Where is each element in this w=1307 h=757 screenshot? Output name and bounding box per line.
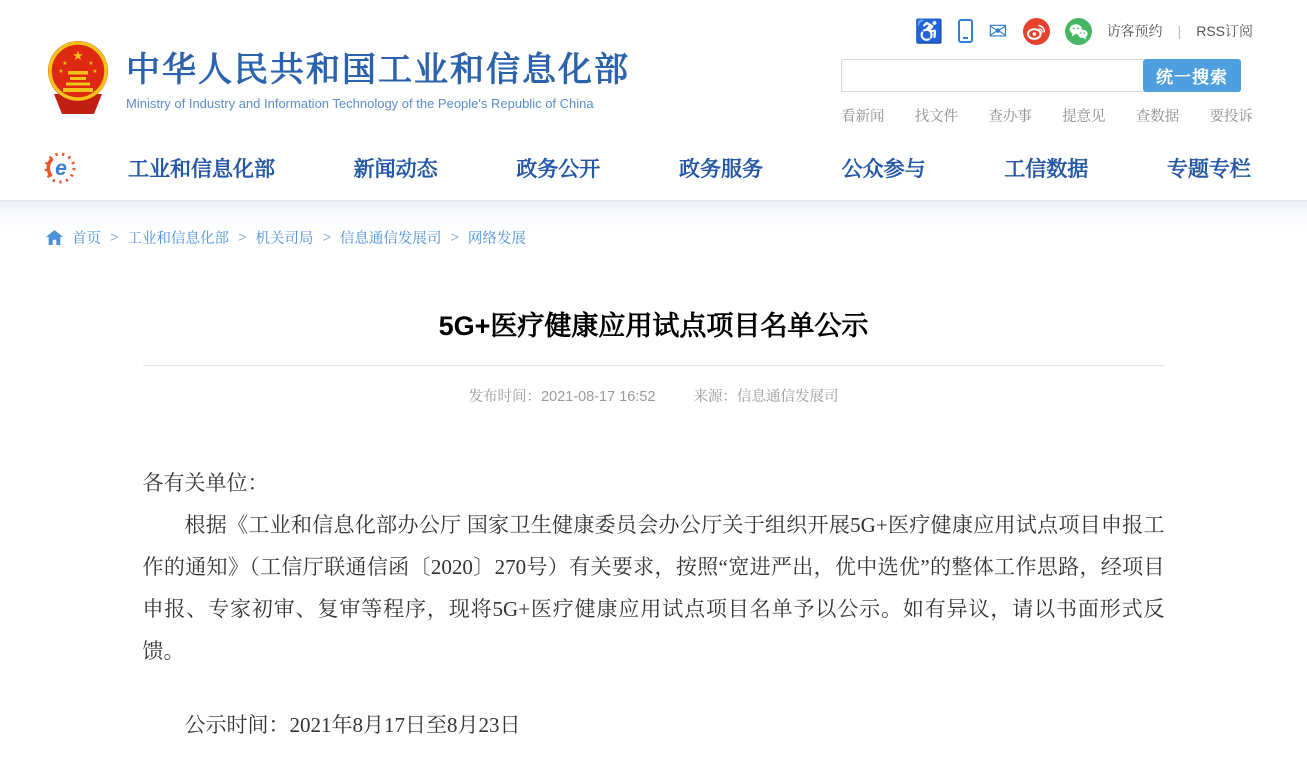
mobile-icon[interactable] <box>958 19 973 43</box>
breadcrumb-separator: > <box>450 229 459 246</box>
title-divider <box>143 365 1165 366</box>
quick-link-news[interactable]: 看新闻 <box>841 109 885 125</box>
home-icon[interactable] <box>46 230 63 245</box>
miit-e-logo-icon <box>42 150 78 186</box>
source-label: 来源： <box>693 389 737 405</box>
breadcrumb <box>0 200 1307 264</box>
quick-link-documents[interactable]: 找文件 <box>914 109 959 125</box>
quick-link-services[interactable]: 查办事 <box>988 109 1032 125</box>
site-subtitle: Ministry of Industry and Information Technology of the People's Republic of China <box>126 95 594 111</box>
unified-search-button[interactable]: 统一搜索 <box>1143 59 1241 92</box>
main-nav <box>0 136 1307 200</box>
quick-link-data[interactable]: 查数据 <box>1135 109 1180 125</box>
utility-bar <box>841 16 1253 46</box>
mail-icon[interactable]: ✉ <box>988 17 1008 44</box>
svg-text:★: ★ <box>62 61 68 67</box>
wechat-icon[interactable] <box>1065 18 1092 45</box>
site-logo[interactable] <box>46 38 630 114</box>
breadcrumb-separator: > <box>322 229 331 246</box>
nav-item-public-participation[interactable]: 公众参与 <box>841 158 926 181</box>
nav-item-special-topics[interactable]: 专题专栏 <box>1166 158 1251 181</box>
nav-item-miit[interactable]: 工业和信息化部 <box>128 158 275 181</box>
nav-item-news[interactable]: 新闻动态 <box>353 158 438 181</box>
visitor-reservation-link[interactable]: 访客预约 <box>1106 23 1163 39</box>
publish-time-label: 发布时间： <box>468 389 541 405</box>
breadcrumb-separator: > <box>237 229 247 246</box>
quick-link-feedback[interactable]: 提意见 <box>1062 109 1106 125</box>
body-paragraph: 根据《工业和信息化部办公厅 国家卫生健康委员会办公厅关于组织开展5G+医疗健康应用试点项目申报工作的通知》（工信厅联通信函〔2020〕270号）有关要求，按照“宽进严出，优中选优”的整体工作思路，经项目申报、专家初审、复审等程序，现将5G+医疗健康应用试点项目名单予以公示。如有异议，请以书面形式反馈。 <box>142 513 1165 663</box>
search-bar <box>841 59 1253 92</box>
source-value: 信息通信发展司 <box>737 389 839 405</box>
svg-text:★: ★ <box>58 69 64 75</box>
weibo-icon[interactable] <box>1023 18 1050 45</box>
rss-subscribe-link[interactable]: RSS订阅 <box>1196 23 1253 39</box>
breadcrumb-ict-development[interactable]: 信息通信发展司 <box>339 231 442 247</box>
breadcrumb-network-development[interactable]: 网络发展 <box>467 231 526 247</box>
site-title: 中华人民共和国工业和信息化部 <box>126 50 630 89</box>
svg-text:e: e <box>55 157 67 180</box>
quick-links <box>841 105 1253 126</box>
accessibility-icon[interactable]: ♿ <box>914 17 944 44</box>
article-body <box>143 462 1165 746</box>
quick-link-complaint[interactable]: 要投诉 <box>1209 109 1253 125</box>
svg-text:★: ★ <box>72 48 84 63</box>
nav-item-gov-services[interactable]: 政务服务 <box>678 158 763 181</box>
nav-item-miit-data[interactable]: 工信数据 <box>1004 158 1089 181</box>
breadcrumb-departments[interactable]: 机关司局 <box>255 231 314 247</box>
svg-text:★: ★ <box>88 61 94 67</box>
breadcrumb-separator: > <box>110 229 119 246</box>
salutation: 各有关单位： <box>142 471 269 495</box>
publicity-period: 公示时间：2021年8月17日至8月23日 <box>184 713 521 737</box>
article-title: 5G+医疗健康应用试点项目名单公示 <box>438 311 869 341</box>
search-input[interactable] <box>841 59 1143 92</box>
article <box>143 264 1165 746</box>
national-emblem-icon <box>46 38 110 114</box>
breadcrumb-home[interactable]: 首页 <box>72 231 101 247</box>
site-header <box>0 0 1307 136</box>
breadcrumb-miit[interactable]: 工业和信息化部 <box>127 231 229 247</box>
article-meta <box>143 385 1165 406</box>
nav-item-gov-disclosure[interactable]: 政务公开 <box>516 158 601 181</box>
utility-separator: | <box>1177 23 1182 39</box>
publish-time: 2021-08-17 16:52 <box>541 389 656 405</box>
svg-text:★: ★ <box>92 69 98 75</box>
